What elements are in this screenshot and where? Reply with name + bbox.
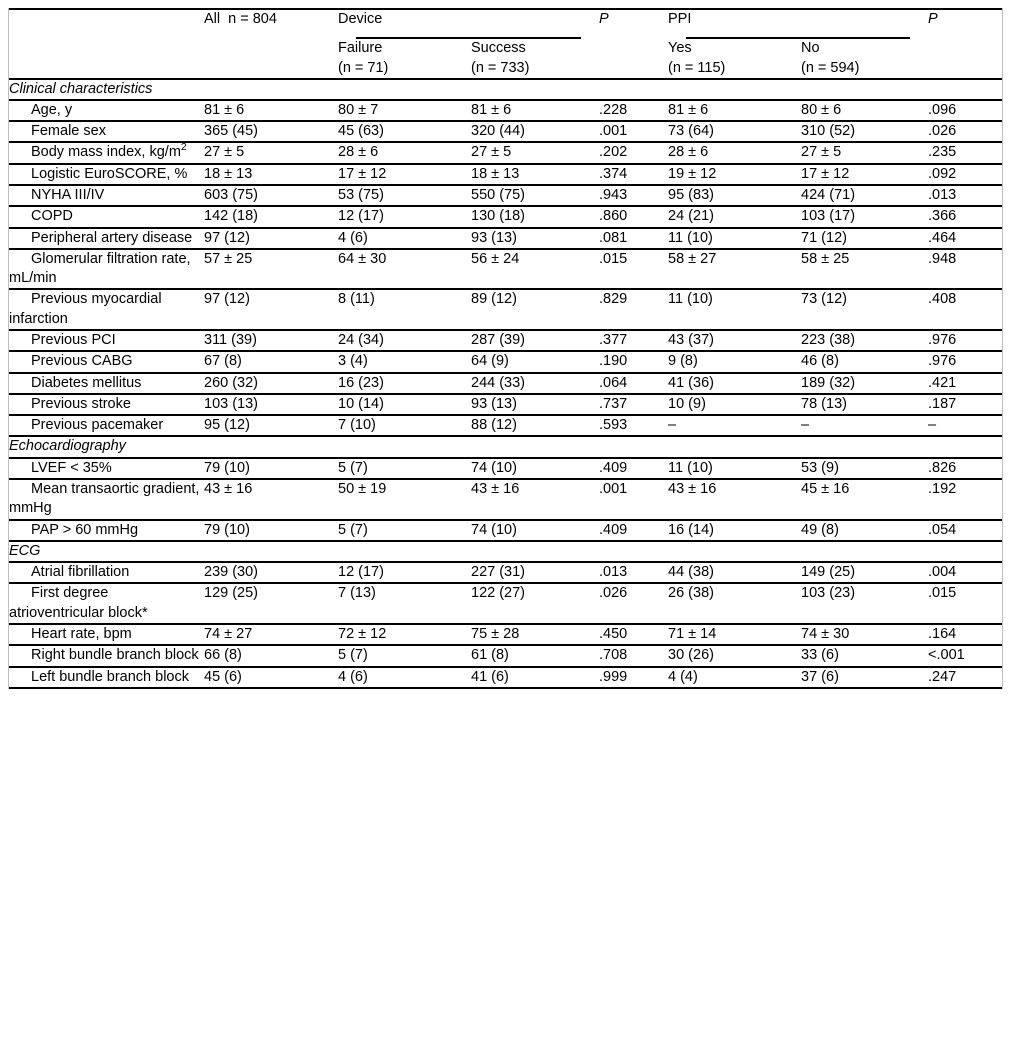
row-label: Peripheral artery disease [9, 228, 204, 249]
table-row [9, 520, 1002, 541]
cell-device-success: 75 ± 28 [471, 624, 599, 645]
section-title: ECG [9, 541, 1002, 562]
cell-ppi-no: 73 (12) [801, 289, 928, 330]
cell-device-failure: 7 (13) [338, 583, 471, 624]
cell-device-failure: 4 (6) [338, 667, 471, 687]
row-label: COPD [9, 206, 204, 227]
row-label: First degree atrioventricular block* [9, 583, 204, 624]
cell-all: 66 (8) [204, 645, 338, 666]
cell-device-failure: 53 (75) [338, 185, 471, 206]
cell-ppi-yes: 16 (14) [668, 520, 801, 541]
cell-all: 129 (25) [204, 583, 338, 624]
header-device-rule [356, 37, 581, 39]
cell-p-ppi: .004 [928, 562, 1002, 583]
section-header-row [9, 79, 1002, 100]
cell-ppi-yes: 95 (83) [668, 185, 801, 206]
cell-ppi-no: 78 (13) [801, 394, 928, 415]
cell-device-failure: 12 (17) [338, 206, 471, 227]
table-row [9, 373, 1002, 394]
cell-ppi-yes: 9 (8) [668, 351, 801, 372]
cell-ppi-yes: 28 ± 6 [668, 142, 801, 163]
cell-device-failure: 24 (34) [338, 330, 471, 351]
cell-device-success: 130 (18) [471, 206, 599, 227]
cell-ppi-no: 27 ± 5 [801, 142, 928, 163]
cell-all: 45 (6) [204, 667, 338, 687]
cell-p-ppi: <.001 [928, 645, 1002, 666]
header-p-device: P [599, 9, 668, 39]
cell-ppi-no: 71 (12) [801, 228, 928, 249]
header-sub-empty-all [204, 39, 338, 79]
cell-p-device: .026 [599, 583, 668, 624]
section-header-row [9, 541, 1002, 562]
cell-ppi-no: 17 ± 12 [801, 164, 928, 185]
cell-p-ppi: .187 [928, 394, 1002, 415]
cell-ppi-no: 45 ± 16 [801, 479, 928, 520]
header-sub-success-name: Success [471, 39, 526, 56]
cell-p-device: .737 [599, 394, 668, 415]
cell-ppi-yes: 73 (64) [668, 121, 801, 142]
header-sub-yes-name: Yes [668, 39, 692, 56]
cell-device-success: 74 (10) [471, 520, 599, 541]
cell-device-failure: 4 (6) [338, 228, 471, 249]
cell-device-success: 56 ± 24 [471, 249, 599, 290]
cell-p-device: .593 [599, 415, 668, 436]
row-label: Previous stroke [9, 394, 204, 415]
cell-device-failure: 5 (7) [338, 458, 471, 479]
cell-device-success: 122 (27) [471, 583, 599, 624]
cell-device-failure: 17 ± 12 [338, 164, 471, 185]
cell-p-device: .943 [599, 185, 668, 206]
row-label: Atrial fibrillation [9, 562, 204, 583]
header-p-ppi: P [928, 9, 1002, 39]
table-row [9, 142, 1002, 163]
header-subgroup-row [9, 39, 1002, 79]
cell-p-device: .190 [599, 351, 668, 372]
table-row [9, 583, 1002, 624]
cell-p-device: .015 [599, 249, 668, 290]
cell-all: 260 (32) [204, 373, 338, 394]
header-sub-ppi-yes [668, 39, 801, 79]
cell-device-success: 287 (39) [471, 330, 599, 351]
cell-device-success: 43 ± 16 [471, 479, 599, 520]
cell-device-success: 244 (33) [471, 373, 599, 394]
cell-device-failure: 80 ± 7 [338, 100, 471, 121]
header-group-row [9, 9, 1002, 39]
cell-p-ppi: – [928, 415, 1002, 436]
row-label: Body mass index, $kg/m^2$ [9, 142, 204, 163]
cell-p-ppi: .421 [928, 373, 1002, 394]
cell-ppi-yes: 11 (10) [668, 289, 801, 330]
cell-device-failure: 8 (11) [338, 289, 471, 330]
cell-ppi-yes: 44 (38) [668, 562, 801, 583]
cell-ppi-yes: 19 ± 12 [668, 164, 801, 185]
table-row [9, 289, 1002, 330]
row-label: Logistic EuroSCORE, % [9, 164, 204, 185]
cell-device-failure: 3 (4) [338, 351, 471, 372]
cell-p-ppi: .015 [928, 583, 1002, 624]
cell-ppi-yes: 71 ± 14 [668, 624, 801, 645]
header-corner-empty [9, 9, 204, 39]
cell-all: 97 (12) [204, 228, 338, 249]
row-label: Previous PCI [9, 330, 204, 351]
cell-device-failure: 5 (7) [338, 520, 471, 541]
cell-device-failure: 16 (23) [338, 373, 471, 394]
cell-ppi-yes: 11 (10) [668, 228, 801, 249]
row-label: PAP > 60 mmHg [9, 520, 204, 541]
cell-device-success: 74 (10) [471, 458, 599, 479]
table-body [9, 79, 1002, 687]
cell-ppi-no: 223 (38) [801, 330, 928, 351]
table-header [9, 9, 1002, 79]
row-label: Right bundle branch block [9, 645, 204, 666]
cell-ppi-no: 310 (52) [801, 121, 928, 142]
cell-device-success: 93 (13) [471, 228, 599, 249]
cell-p-device: .409 [599, 458, 668, 479]
header-sub-empty-p1 [599, 39, 668, 79]
cell-all: 142 (18) [204, 206, 338, 227]
row-label: Left bundle branch block [9, 667, 204, 687]
cell-device-success: 27 ± 5 [471, 142, 599, 163]
cell-p-device: .999 [599, 667, 668, 687]
table-row [9, 100, 1002, 121]
cell-device-success: 93 (13) [471, 394, 599, 415]
cell-ppi-no: 189 (32) [801, 373, 928, 394]
table-row [9, 330, 1002, 351]
cell-p-device: .202 [599, 142, 668, 163]
header-sub-success-n: (n = 733) [471, 60, 530, 77]
cell-device-success: 61 (8) [471, 645, 599, 666]
cell-p-ppi: .976 [928, 351, 1002, 372]
cell-p-ppi: .408 [928, 289, 1002, 330]
table-row [9, 667, 1002, 687]
cell-all: 365 (45) [204, 121, 338, 142]
cell-device-failure: 45 (63) [338, 121, 471, 142]
row-label: Previous myocardial infarction [9, 289, 204, 330]
header-ppi-rule [686, 37, 910, 39]
cell-all: 79 (10) [204, 520, 338, 541]
data-table [9, 8, 1002, 687]
cell-all: 79 (10) [204, 458, 338, 479]
cell-p-ppi: .164 [928, 624, 1002, 645]
table-row [9, 121, 1002, 142]
cell-device-failure: 10 (14) [338, 394, 471, 415]
section-title: Clinical characteristics [9, 79, 1002, 100]
table-bottom-rule [9, 687, 1002, 689]
cell-device-success: 41 (6) [471, 667, 599, 687]
table-row [9, 228, 1002, 249]
cell-ppi-yes: 41 (36) [668, 373, 801, 394]
header-ppi-label: PPI [668, 11, 692, 27]
header-ppi-group [668, 9, 928, 39]
cell-device-success: 88 (12) [471, 415, 599, 436]
cell-p-device: .409 [599, 520, 668, 541]
cell-all: 103 (13) [204, 394, 338, 415]
row-label: Previous CABG [9, 351, 204, 372]
header-sub-empty-p2 [928, 39, 1002, 79]
header-all-n: n = 804 [228, 11, 277, 27]
cell-p-device: .860 [599, 206, 668, 227]
table-row [9, 394, 1002, 415]
cell-device-failure: 28 ± 6 [338, 142, 471, 163]
cell-p-device: .228 [599, 100, 668, 121]
cell-ppi-yes: 11 (10) [668, 458, 801, 479]
table-row [9, 164, 1002, 185]
cell-ppi-no: 49 (8) [801, 520, 928, 541]
cell-device-failure: 12 (17) [338, 562, 471, 583]
cell-p-ppi: .026 [928, 121, 1002, 142]
cell-ppi-no: 74 ± 30 [801, 624, 928, 645]
cell-ppi-no: 33 (6) [801, 645, 928, 666]
cell-p-ppi: .092 [928, 164, 1002, 185]
row-label: Female sex [9, 121, 204, 142]
cell-ppi-yes: – [668, 415, 801, 436]
header-sub-empty-label [9, 39, 204, 79]
cell-ppi-no: 46 (8) [801, 351, 928, 372]
table-row [9, 645, 1002, 666]
cell-device-success: 320 (44) [471, 121, 599, 142]
cell-device-success: 81 ± 6 [471, 100, 599, 121]
cell-ppi-no: 103 (17) [801, 206, 928, 227]
row-label: Glomerular filtration rate, mL/min [9, 249, 204, 290]
header-sub-no-name: No [801, 39, 820, 56]
cell-all: 57 ± 25 [204, 249, 338, 290]
table-row [9, 479, 1002, 520]
row-label: LVEF < 35% [9, 458, 204, 479]
table-row [9, 206, 1002, 227]
header-device-label: Device [338, 11, 383, 27]
cell-p-device: .081 [599, 228, 668, 249]
cell-device-success: 227 (31) [471, 562, 599, 583]
cell-p-device: .829 [599, 289, 668, 330]
cell-device-failure: 7 (10) [338, 415, 471, 436]
cell-p-ppi: .096 [928, 100, 1002, 121]
cell-ppi-yes: 24 (21) [668, 206, 801, 227]
section-title: Echocardiography [9, 436, 1002, 457]
row-label: Diabetes mellitus [9, 373, 204, 394]
cell-all: 95 (12) [204, 415, 338, 436]
cell-device-failure: 72 ± 12 [338, 624, 471, 645]
cell-p-ppi: .192 [928, 479, 1002, 520]
cell-ppi-no: 149 (25) [801, 562, 928, 583]
cell-all: 27 ± 5 [204, 142, 338, 163]
header-sub-failure-name: Failure [338, 39, 383, 56]
row-label: Previous pacemaker [9, 415, 204, 436]
cell-p-ppi: .235 [928, 142, 1002, 163]
header-sub-failure-n: (n = 71) [338, 60, 389, 77]
cell-p-device: .377 [599, 330, 668, 351]
cell-p-ppi: .464 [928, 228, 1002, 249]
table-row [9, 415, 1002, 436]
cell-p-device: .064 [599, 373, 668, 394]
cell-device-failure: 5 (7) [338, 645, 471, 666]
section-header-row [9, 436, 1002, 457]
row-label: Mean transaortic gradient, mmHg [9, 479, 204, 520]
cell-device-failure: 64 ± 30 [338, 249, 471, 290]
header-sub-device-success [471, 39, 599, 79]
cell-p-ppi: .366 [928, 206, 1002, 227]
cell-device-success: 18 ± 13 [471, 164, 599, 185]
cell-device-success: 64 (9) [471, 351, 599, 372]
cell-ppi-no: 103 (23) [801, 583, 928, 624]
row-label: Age, y [9, 100, 204, 121]
cell-all: 603 (75) [204, 185, 338, 206]
row-label: Heart rate, bpm [9, 624, 204, 645]
table-row [9, 351, 1002, 372]
header-device-group [338, 9, 599, 39]
cell-ppi-yes: 43 ± 16 [668, 479, 801, 520]
cell-all: 67 (8) [204, 351, 338, 372]
cell-ppi-no: 37 (6) [801, 667, 928, 687]
cell-p-ppi: .013 [928, 185, 1002, 206]
cell-p-ppi: .826 [928, 458, 1002, 479]
cell-ppi-no: 58 ± 25 [801, 249, 928, 290]
cell-p-device: .013 [599, 562, 668, 583]
table-row [9, 249, 1002, 290]
row-label: NYHA III/IV [9, 185, 204, 206]
cell-ppi-yes: 81 ± 6 [668, 100, 801, 121]
cell-p-device: .001 [599, 479, 668, 520]
cell-all: 43 ± 16 [204, 479, 338, 520]
cell-all: 311 (39) [204, 330, 338, 351]
cell-p-ppi: .054 [928, 520, 1002, 541]
header-sub-ppi-no [801, 39, 928, 79]
cell-all: 74 ± 27 [204, 624, 338, 645]
cell-all: 239 (30) [204, 562, 338, 583]
header-sub-yes-n: (n = 115) [668, 60, 726, 77]
cell-ppi-yes: 43 (37) [668, 330, 801, 351]
cell-ppi-no: 424 (71) [801, 185, 928, 206]
cell-ppi-yes: 4 (4) [668, 667, 801, 687]
table-row [9, 562, 1002, 583]
cell-all: 18 ± 13 [204, 164, 338, 185]
header-all-label: All [204, 11, 221, 27]
cell-all: 97 (12) [204, 289, 338, 330]
cell-ppi-no: – [801, 415, 928, 436]
cell-ppi-yes: 30 (26) [668, 645, 801, 666]
table-row [9, 624, 1002, 645]
cell-ppi-yes: 58 ± 27 [668, 249, 801, 290]
cell-p-ppi: .247 [928, 667, 1002, 687]
header-all-column [204, 9, 338, 39]
cell-ppi-yes: 26 (38) [668, 583, 801, 624]
cell-p-device: .374 [599, 164, 668, 185]
cell-device-success: 550 (75) [471, 185, 599, 206]
table-row [9, 458, 1002, 479]
cell-p-ppi: .976 [928, 330, 1002, 351]
cell-p-ppi: .948 [928, 249, 1002, 290]
cell-all: 81 ± 6 [204, 100, 338, 121]
cell-p-device: .450 [599, 624, 668, 645]
table-row [9, 185, 1002, 206]
clinical-characteristics-table [8, 8, 1003, 689]
header-sub-no-n: (n = 594) [801, 60, 860, 77]
cell-device-failure: 50 ± 19 [338, 479, 471, 520]
cell-ppi-no: 53 (9) [801, 458, 928, 479]
cell-ppi-no: 80 ± 6 [801, 100, 928, 121]
cell-p-device: .708 [599, 645, 668, 666]
cell-ppi-yes: 10 (9) [668, 394, 801, 415]
cell-device-success: 89 (12) [471, 289, 599, 330]
cell-p-device: .001 [599, 121, 668, 142]
header-sub-device-failure [338, 39, 471, 79]
